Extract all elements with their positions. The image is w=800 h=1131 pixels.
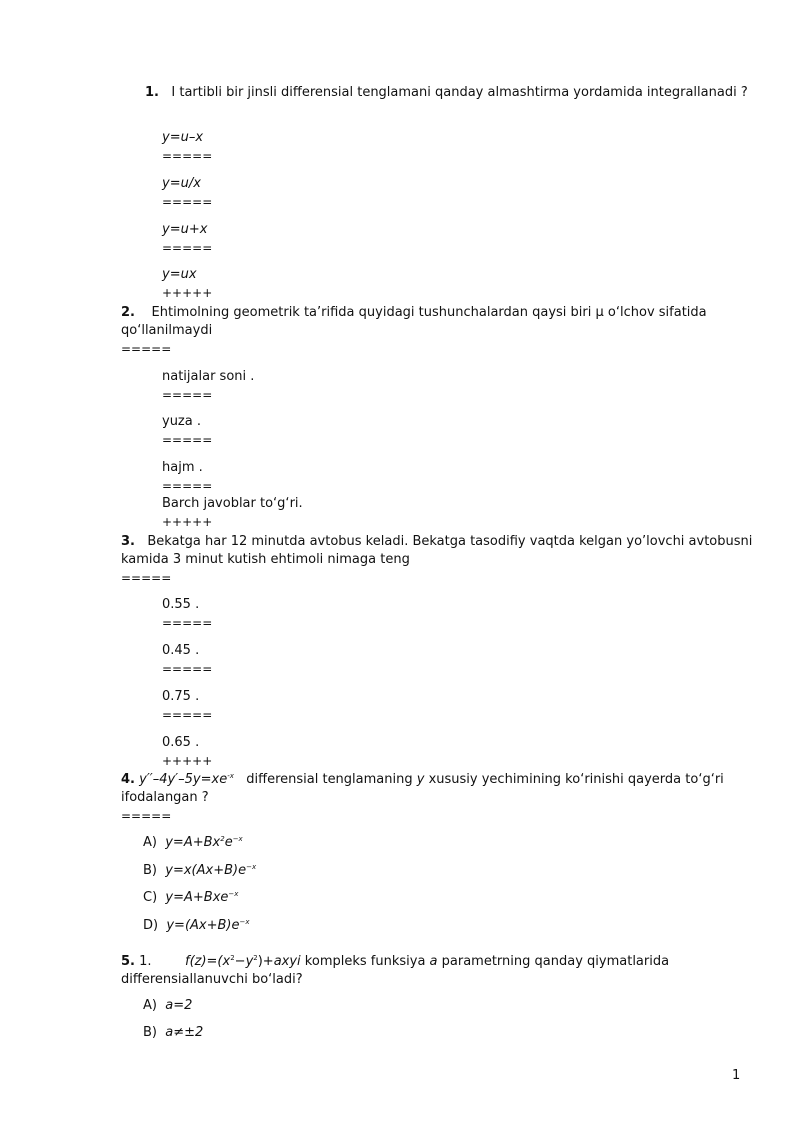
q3-text: Bekatga har 12 minutda avtobus keladi. Bekatga tasodifiy vaqtda kelgan yo’lovchi avtobusni <box>147 534 753 549</box>
q4-question-line-2: ifodalangan ? <box>121 790 209 805</box>
q4-question-line-1 <box>121 771 724 789</box>
q1-option-3: y=u+x <box>162 222 208 237</box>
q4-option-b <box>143 862 256 880</box>
q5-formula-a: f(z)=(x <box>185 954 231 969</box>
q2-question-line-2: qo‘llanilmaydi <box>121 323 213 338</box>
q5-question-line-1 <box>121 953 152 971</box>
q5-formula-c: )+ <box>257 954 274 969</box>
q2-option-4: Barch javoblar to‘g‘ri. <box>162 496 303 511</box>
q4-option-c <box>143 889 238 907</box>
q2-separator-4: +++++ <box>162 515 213 529</box>
q3-option-3: 0.75 . <box>162 689 200 704</box>
q2-separator-3: ===== <box>162 479 213 493</box>
q4-option-a-letter: A) <box>143 835 157 850</box>
q3-option-1: 0.55 . <box>162 597 200 612</box>
q5-formula-line <box>185 953 669 971</box>
q3-separator-1: ===== <box>162 616 213 630</box>
q2-option-2: yuza . <box>162 414 201 429</box>
q5-number: 5. <box>121 954 135 969</box>
q5-formula-sup1: 2 <box>230 954 235 962</box>
q4-option-d-main: y=(Ax+B)e <box>166 918 240 933</box>
q1-text: I tartibli bir jinsli differensial tenglamani qanday almashtirma yordamida integrallanadi ? <box>171 85 748 100</box>
q3-question-line-2: kamida 3 minut kutish ehtimoli nimaga teng <box>121 552 410 567</box>
q5-option-a-value: a=2 <box>165 998 193 1013</box>
q5-question-line-2: differensiallanuvchi bo‘ladi? <box>121 972 303 987</box>
q4-option-c-main: y=A+Bxe <box>165 890 229 905</box>
q2-text: Ehtimolning geometrik ta’rifida quyidagi tushunchalardan qaysi biri μ o‘lchov sifatida <box>151 305 707 320</box>
q4-option-d <box>143 917 250 935</box>
q4-option-a-mid: e <box>224 835 233 850</box>
q4-option-a-sup1: 2 <box>220 835 225 843</box>
q4-option-b-letter: B) <box>143 863 157 878</box>
q3-separator-2: ===== <box>162 662 213 676</box>
q1-separator-4: +++++ <box>162 286 213 300</box>
q5-option-b <box>143 1024 203 1042</box>
q5-subnumber: 1. <box>139 954 152 969</box>
q4-equation: y′′–4y′–5y=xe <box>139 772 228 787</box>
q5-var-a: a <box>429 954 438 969</box>
q4-option-d-sup: −x <box>239 918 250 926</box>
q3-option-2: 0.45 . <box>162 643 200 658</box>
q2-separator-1: ===== <box>162 388 213 402</box>
q5-option-a-letter: A) <box>143 998 157 1013</box>
q4-option-a <box>143 834 243 852</box>
q5-formula-sup2: 2 <box>253 954 258 962</box>
q4-var-y: y <box>416 772 425 787</box>
q2-question-line-1 <box>121 304 707 322</box>
q1-separator-1: ===== <box>162 149 213 163</box>
q5-text-b: parametrning qanday qiymatlarida <box>437 954 670 969</box>
q2-separator-2: ===== <box>162 433 213 447</box>
q3-option-4: 0.65 . <box>162 735 200 750</box>
q4-text-b: xususiy yechimining ko‘rinishi qayerda to‘g‘ri <box>424 772 724 787</box>
q1-option-1: y=u–x <box>162 130 204 145</box>
q2-number: 2. <box>121 305 135 320</box>
q4-equation-exponent: -x <box>227 772 234 780</box>
q1-separator-2: ===== <box>162 195 213 209</box>
q1-question <box>145 84 748 102</box>
q5-formula-b: −y <box>234 954 254 969</box>
q4-option-c-sup: −x <box>228 890 239 898</box>
q1-option-4: y=ux <box>162 267 197 282</box>
q3-separator-0: ===== <box>121 571 172 585</box>
q2-option-3: hajm . <box>162 460 203 475</box>
q4-option-d-letter: D) <box>143 918 159 933</box>
q5-text-a: kompleks funksiya <box>300 954 430 969</box>
q4-option-a-sup2: −x <box>232 835 243 843</box>
q5-option-a <box>143 997 192 1015</box>
q1-separator-3: ===== <box>162 241 213 255</box>
q5-formula-d: axyi <box>273 954 301 969</box>
q4-option-c-letter: C) <box>143 890 158 905</box>
q1-number: 1. <box>145 85 159 100</box>
q4-separator-0: ===== <box>121 809 172 823</box>
q1-option-2: y=u/x <box>162 176 201 191</box>
q4-number: 4. <box>121 772 135 787</box>
q3-question-line-1 <box>121 533 752 551</box>
q4-option-a-main: y=A+Bx <box>165 835 221 850</box>
q4-option-b-main: y=x(Ax+B)e <box>165 863 247 878</box>
q5-option-b-letter: B) <box>143 1025 157 1040</box>
q4-option-b-sup: −x <box>246 863 257 871</box>
q3-separator-4: +++++ <box>162 754 213 768</box>
q4-text-a: differensial tenglamaning <box>233 772 417 787</box>
page-number: 1 <box>732 1068 741 1083</box>
q5-option-b-value: a≠±2 <box>165 1025 204 1040</box>
q2-option-1: natijalar soni . <box>162 369 255 384</box>
q3-number: 3. <box>121 534 135 549</box>
q2-separator-0: ===== <box>121 342 172 356</box>
q3-separator-3: ===== <box>162 708 213 722</box>
